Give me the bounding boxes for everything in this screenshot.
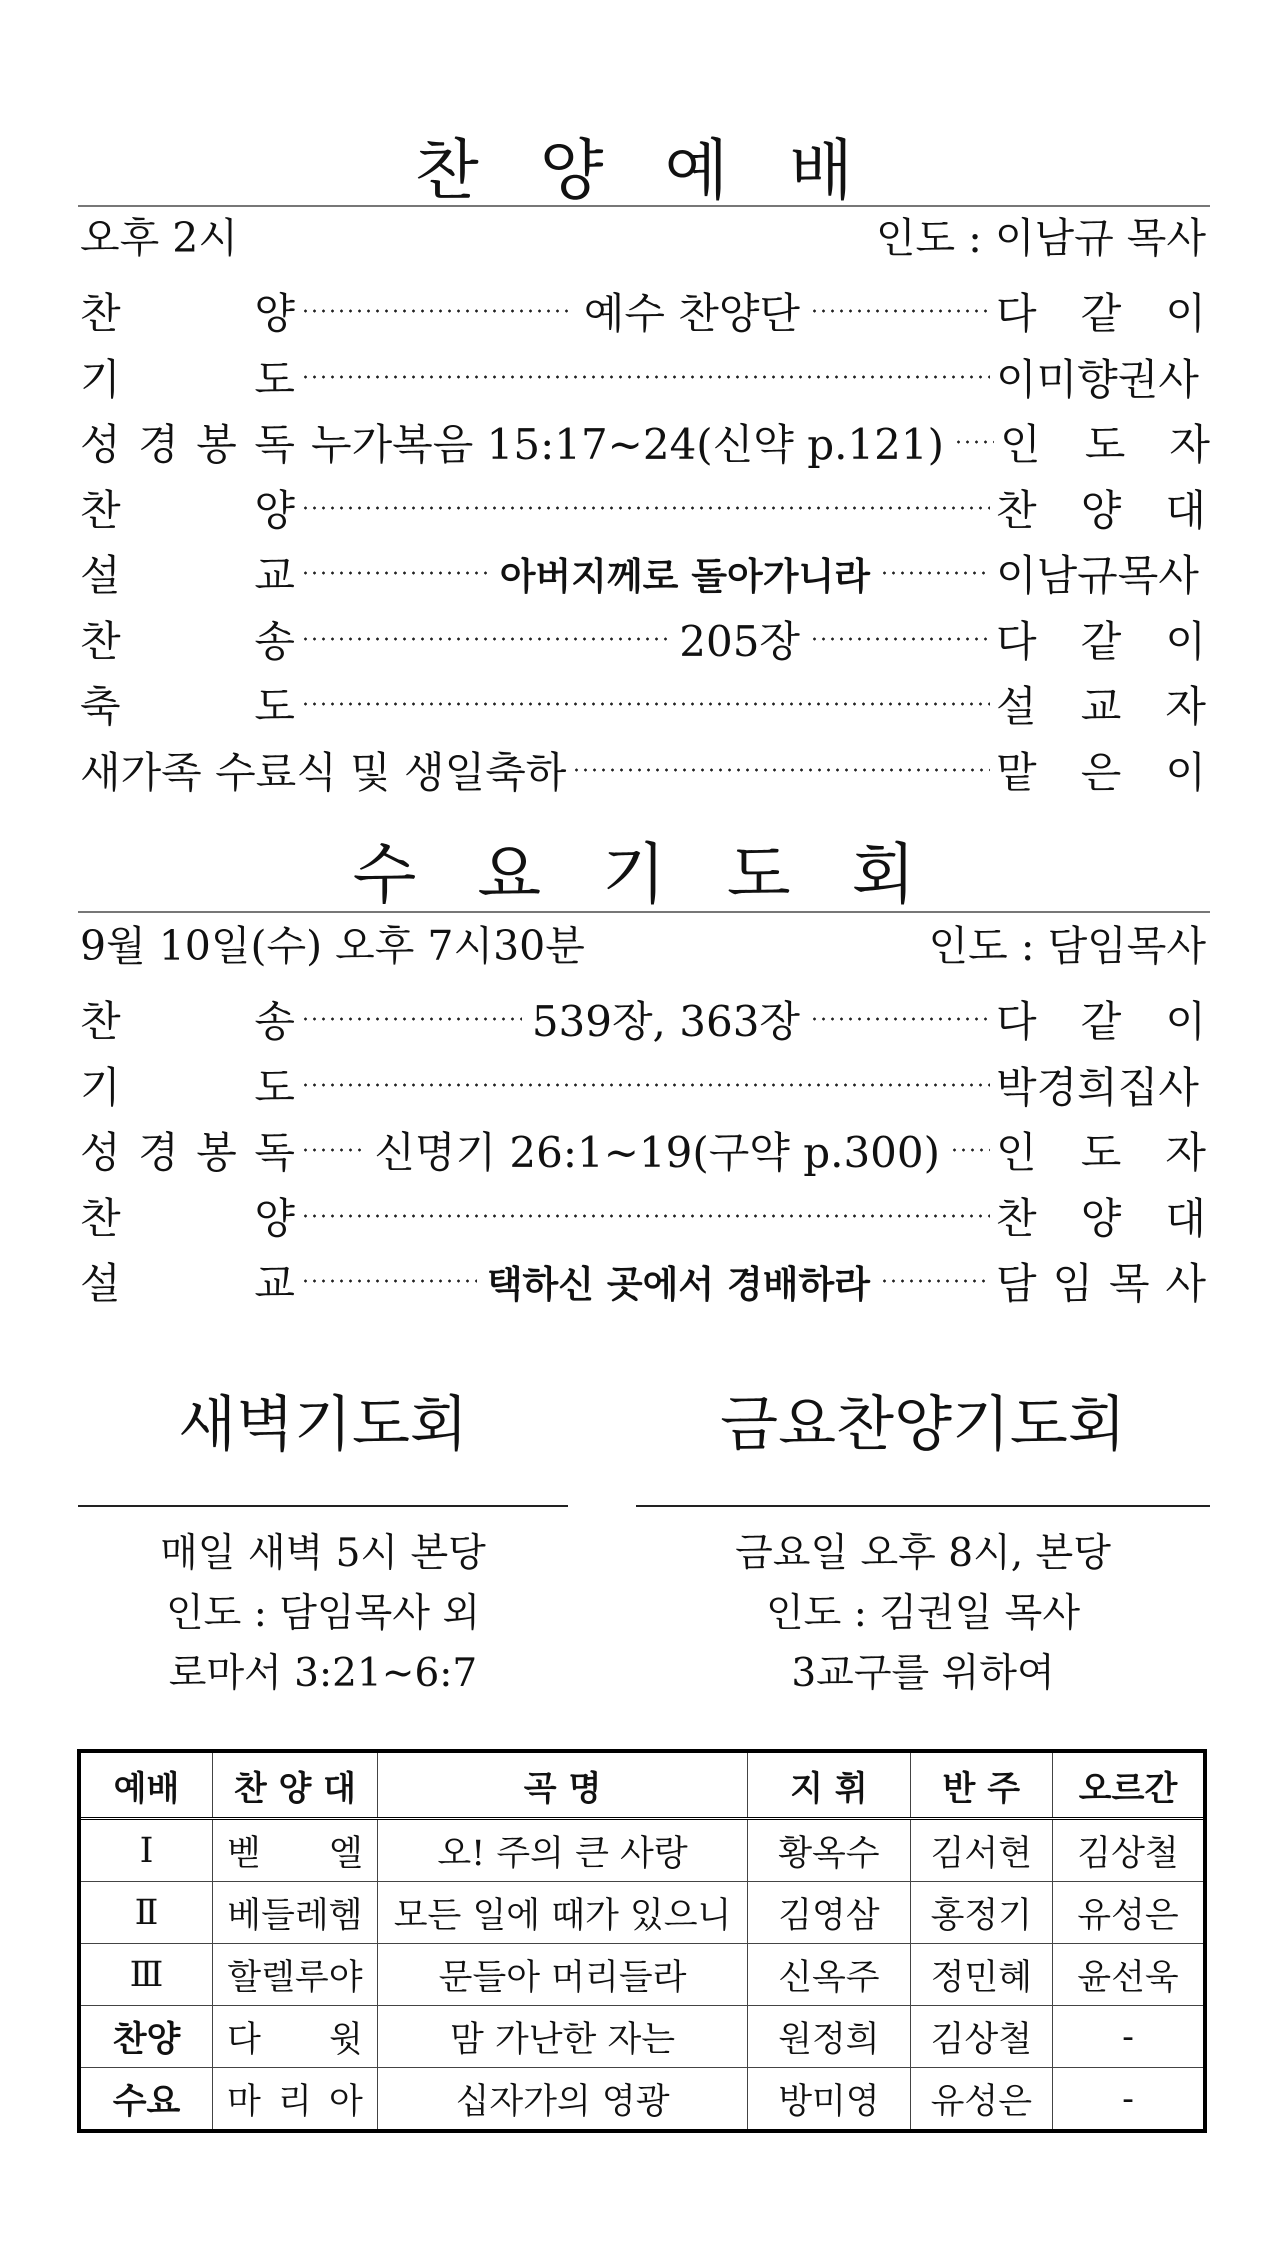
order-item-detail: 539장, 363장 bbox=[531, 997, 800, 1046]
choir-name-part: 리 bbox=[278, 2081, 312, 2122]
person-char: 양 bbox=[1080, 1193, 1122, 1243]
table-cell: 정민혜 bbox=[910, 1944, 1052, 2006]
order-item-label bbox=[80, 1251, 295, 1311]
wednesday-service-title: 수 요 기 도 회 bbox=[352, 836, 936, 913]
order-item bbox=[80, 741, 1206, 799]
label-char: 찬 bbox=[80, 997, 121, 1046]
label-char: 성 bbox=[80, 1128, 121, 1177]
person-char: 박경희집사 bbox=[996, 1062, 1199, 1112]
order-item-detail: 예수 찬양단 bbox=[583, 289, 800, 338]
service-cell: Ⅱ bbox=[79, 1882, 213, 1944]
person-char: 인 bbox=[996, 1128, 1037, 1177]
dot-leader bbox=[301, 1147, 364, 1153]
label-char: 송 bbox=[254, 616, 295, 666]
table-header-row bbox=[79, 1751, 1205, 1819]
dot-leader bbox=[301, 1213, 990, 1219]
person-char: 찬 bbox=[996, 485, 1037, 535]
table-cell: 문들아 머리들라 bbox=[377, 1944, 747, 2006]
person-char: 다 bbox=[996, 997, 1037, 1046]
label-char: 도 bbox=[254, 1062, 295, 1112]
service-time: 9월 10일(수) 오후 7시30분 bbox=[80, 922, 585, 970]
dot-leader bbox=[301, 701, 990, 707]
dot-leader bbox=[880, 570, 990, 576]
person-char: 이미향권사 bbox=[996, 354, 1199, 404]
person-char: 자 bbox=[1169, 420, 1210, 469]
service-leader: 인도 : 담임목사 bbox=[928, 922, 1206, 970]
choir-name-part: 아 bbox=[329, 2081, 363, 2122]
person-char: 자 bbox=[1165, 682, 1206, 731]
label-char: 새가족 수료식 및 생일축하 bbox=[80, 747, 567, 797]
label-char: 찬 bbox=[80, 289, 121, 338]
choir-name-part: 윗 bbox=[329, 2019, 363, 2060]
label-char: 찬 bbox=[80, 616, 121, 666]
order-item-person bbox=[1000, 412, 1210, 472]
order-item-label bbox=[80, 1120, 295, 1180]
table-cell: 김서현 bbox=[910, 1819, 1052, 1882]
person-char: 같 bbox=[1080, 997, 1122, 1046]
dot-leader bbox=[301, 1082, 990, 1088]
order-item-label bbox=[80, 347, 295, 407]
title-divider bbox=[78, 1505, 568, 1507]
order-item-label bbox=[80, 412, 295, 472]
order-item-person bbox=[996, 1186, 1206, 1246]
dot-leader bbox=[301, 505, 990, 511]
table-cell: 베들레헴 bbox=[213, 1882, 378, 1944]
order-item-person bbox=[996, 609, 1206, 669]
choir-name-part: 마 bbox=[227, 2081, 261, 2122]
order-item-label bbox=[80, 1055, 295, 1115]
person-char: 담 bbox=[996, 1259, 1037, 1308]
person-char: 임 bbox=[1052, 1259, 1094, 1308]
order-item bbox=[80, 348, 1206, 406]
title-divider bbox=[78, 911, 1210, 913]
dot-leader bbox=[950, 1147, 990, 1153]
person-char: 이남규목사 bbox=[996, 551, 1199, 600]
order-item bbox=[80, 479, 1206, 537]
order-item-person bbox=[996, 674, 1206, 734]
order-item-person bbox=[996, 543, 1206, 603]
header-cell: 지 휘 bbox=[748, 1751, 910, 1819]
label-char: 성 bbox=[80, 420, 121, 469]
person-char: 인 bbox=[999, 420, 1041, 469]
order-item-person bbox=[996, 478, 1206, 538]
label-char: 송 bbox=[254, 997, 295, 1046]
order-item-label bbox=[80, 281, 295, 341]
dawn-prayer-line: 인도 : 담임목사 외 bbox=[165, 1591, 481, 1636]
label-char: 설 bbox=[80, 1259, 121, 1308]
table-cell bbox=[213, 1819, 378, 1882]
label-char: 봉 bbox=[196, 420, 237, 469]
person-char: 다 bbox=[996, 289, 1037, 338]
order-item-person bbox=[996, 1251, 1206, 1311]
order-item-person bbox=[996, 347, 1206, 407]
choir-name-part: 엘 bbox=[329, 1833, 363, 1874]
friday-prayer-line: 3교구를 위하여 bbox=[791, 1651, 1055, 1696]
table-cell: 모든 일에 때가 있으니 bbox=[377, 1882, 747, 1944]
order-item-person bbox=[996, 281, 1206, 341]
table-row bbox=[79, 2068, 1205, 2132]
label-char: 교 bbox=[254, 1259, 295, 1308]
person-char: 이 bbox=[1165, 747, 1206, 797]
label-char: 양 bbox=[254, 289, 295, 338]
service-leader: 인도 : 이남규 목사 bbox=[875, 214, 1206, 262]
friday-prayer-title: 금요찬양기도회 bbox=[720, 1390, 1126, 1460]
praise-service-title: 찬 양 예 배 bbox=[415, 132, 873, 209]
order-item bbox=[80, 1056, 1206, 1114]
table-cell: 유성은 bbox=[910, 2068, 1052, 2132]
label-char: 기 bbox=[80, 354, 121, 404]
friday-prayer-line: 금요일 오후 8시, 본당 bbox=[735, 1531, 1111, 1576]
table-cell: 신옥주 bbox=[748, 1944, 910, 2006]
order-item bbox=[80, 1187, 1206, 1245]
dot-leader bbox=[954, 439, 994, 445]
order-item-person bbox=[996, 740, 1206, 800]
table-row bbox=[79, 2006, 1205, 2068]
table-cell: 오! 주의 큰 사랑 bbox=[377, 1819, 747, 1882]
table-row bbox=[79, 1819, 1205, 1882]
order-item bbox=[80, 282, 1206, 340]
person-char: 설 bbox=[996, 682, 1037, 731]
label-char: 독 bbox=[254, 1128, 295, 1177]
label-char: 봉 bbox=[196, 1128, 237, 1177]
person-char: 이 bbox=[1165, 616, 1206, 666]
order-item bbox=[80, 413, 1210, 471]
service-cell: Ⅲ bbox=[79, 1944, 213, 2006]
label-char: 도 bbox=[254, 682, 295, 731]
person-char: 자 bbox=[1165, 1128, 1206, 1177]
dawn-prayer-line: 로마서 3:21~6:7 bbox=[168, 1651, 478, 1696]
table-cell: 원정희 bbox=[748, 2006, 910, 2068]
table-cell bbox=[213, 2006, 378, 2068]
order-item-label bbox=[80, 1186, 295, 1246]
person-char: 양 bbox=[1080, 485, 1122, 535]
header-cell: 곡 명 bbox=[377, 1751, 747, 1819]
table-cell: - bbox=[1053, 2006, 1205, 2068]
table-cell: 홍정기 bbox=[910, 1882, 1052, 1944]
order-item-person bbox=[996, 1055, 1206, 1115]
person-char: 도 bbox=[1080, 1128, 1122, 1177]
person-char: 은 bbox=[1080, 747, 1122, 797]
label-char: 독 bbox=[254, 420, 295, 469]
order-item-detail: 신명기 26:1~19(구약 p.300) bbox=[374, 1128, 940, 1177]
person-char: 이 bbox=[1165, 997, 1206, 1046]
friday-prayer-line: 인도 : 김권일 목사 bbox=[765, 1591, 1081, 1636]
dot-leader bbox=[301, 308, 574, 314]
order-item bbox=[80, 544, 1206, 602]
service-cell: 수요 bbox=[79, 2068, 213, 2132]
order-item-label bbox=[80, 609, 295, 669]
choir-name bbox=[227, 2012, 363, 2062]
service-cell: Ⅰ bbox=[79, 1819, 213, 1882]
service-time: 오후 2시 bbox=[80, 214, 238, 262]
label-char: 도 bbox=[254, 354, 295, 404]
table-cell: 김상철 bbox=[1053, 1819, 1205, 1882]
label-char: 경 bbox=[138, 420, 179, 469]
table-cell: 할렐루야 bbox=[213, 1944, 378, 2006]
header-cell: 오르간 bbox=[1053, 1751, 1205, 1819]
person-char: 같 bbox=[1080, 289, 1122, 338]
table-cell: 황옥수 bbox=[748, 1819, 910, 1882]
dawn-prayer-title: 새벽기도회 bbox=[178, 1390, 468, 1460]
order-item-person bbox=[996, 989, 1206, 1049]
order-item bbox=[80, 990, 1206, 1048]
table-cell: 맘 가난한 자는 bbox=[377, 2006, 747, 2068]
dot-leader bbox=[572, 767, 990, 773]
order-item-label bbox=[80, 674, 295, 734]
title-divider bbox=[78, 205, 1210, 207]
choir-name bbox=[227, 2074, 363, 2124]
choir-name-part: 다 bbox=[227, 2019, 261, 2060]
table-row bbox=[79, 1944, 1205, 2006]
header-cell: 찬 양 대 bbox=[213, 1751, 378, 1819]
label-char: 교 bbox=[254, 551, 295, 600]
person-char: 사 bbox=[1165, 1259, 1206, 1308]
order-item-detail: 205장 bbox=[679, 616, 800, 666]
person-char: 대 bbox=[1165, 1193, 1206, 1243]
dot-leader bbox=[810, 308, 990, 314]
label-char: 설 bbox=[80, 551, 121, 600]
person-char: 같 bbox=[1080, 616, 1122, 666]
dot-leader bbox=[880, 1278, 990, 1284]
label-char: 찬 bbox=[80, 1193, 121, 1243]
label-char: 기 bbox=[80, 1062, 121, 1112]
dot-leader bbox=[810, 1016, 990, 1022]
dot-leader bbox=[301, 1016, 522, 1022]
choir-name-part: 벧 bbox=[227, 1833, 261, 1874]
person-char: 맡 bbox=[996, 747, 1037, 797]
sermon-title: 아버지께로 돌아가니라 bbox=[499, 555, 870, 598]
order-item bbox=[80, 1252, 1206, 1310]
dot-leader bbox=[301, 1278, 477, 1284]
person-char: 대 bbox=[1165, 485, 1206, 535]
table-row bbox=[79, 1882, 1205, 1944]
dot-leader bbox=[301, 374, 990, 380]
header-cell: 예배 bbox=[79, 1751, 213, 1819]
label-char: 축 bbox=[80, 682, 121, 731]
table-cell: 방미영 bbox=[748, 2068, 910, 2132]
table-cell: 유성은 bbox=[1053, 1882, 1205, 1944]
order-item bbox=[80, 675, 1206, 733]
person-char: 목 bbox=[1108, 1259, 1150, 1308]
order-item-label bbox=[80, 543, 295, 603]
table-body bbox=[79, 1819, 1205, 2132]
table-cell: 윤선욱 bbox=[1053, 1944, 1205, 2006]
label-char: 양 bbox=[254, 485, 295, 535]
order-item-person bbox=[996, 1120, 1206, 1180]
service-cell: 찬양 bbox=[79, 2006, 213, 2068]
order-item bbox=[80, 610, 1206, 668]
praise-service-info bbox=[80, 212, 1206, 264]
dawn-prayer-line: 매일 새벽 5시 본당 bbox=[160, 1531, 486, 1576]
table-cell: - bbox=[1053, 2068, 1205, 2132]
choir-schedule-table bbox=[77, 1749, 1207, 2133]
person-char: 교 bbox=[1080, 682, 1122, 731]
label-char: 양 bbox=[254, 1193, 295, 1243]
person-char: 이 bbox=[1165, 289, 1206, 338]
order-item-label bbox=[80, 989, 295, 1049]
dot-leader bbox=[301, 570, 490, 576]
title-divider bbox=[636, 1505, 1210, 1507]
dot-leader bbox=[810, 636, 990, 642]
label-char: 찬 bbox=[80, 485, 121, 535]
order-item bbox=[80, 1121, 1206, 1179]
person-char: 다 bbox=[996, 616, 1037, 666]
order-item-detail: 누가복음 15:17~24(신약 p.121) bbox=[311, 420, 944, 469]
table-cell: 십자가의 영광 bbox=[377, 2068, 747, 2132]
order-item-label bbox=[80, 740, 566, 800]
sermon-title: 택하신 곳에서 경배하라 bbox=[486, 1263, 870, 1306]
label-char: 경 bbox=[138, 1128, 179, 1177]
header-cell: 반 주 bbox=[910, 1751, 1052, 1819]
order-item-label bbox=[80, 478, 295, 538]
table-cell bbox=[213, 2068, 378, 2132]
table-cell: 김상철 bbox=[910, 2006, 1052, 2068]
person-char: 도 bbox=[1084, 420, 1126, 469]
choir-name bbox=[227, 1826, 363, 1876]
table-cell: 김영삼 bbox=[748, 1882, 910, 1944]
wednesday-service-info bbox=[80, 920, 1206, 972]
dot-leader bbox=[301, 636, 669, 642]
person-char: 찬 bbox=[996, 1193, 1037, 1243]
